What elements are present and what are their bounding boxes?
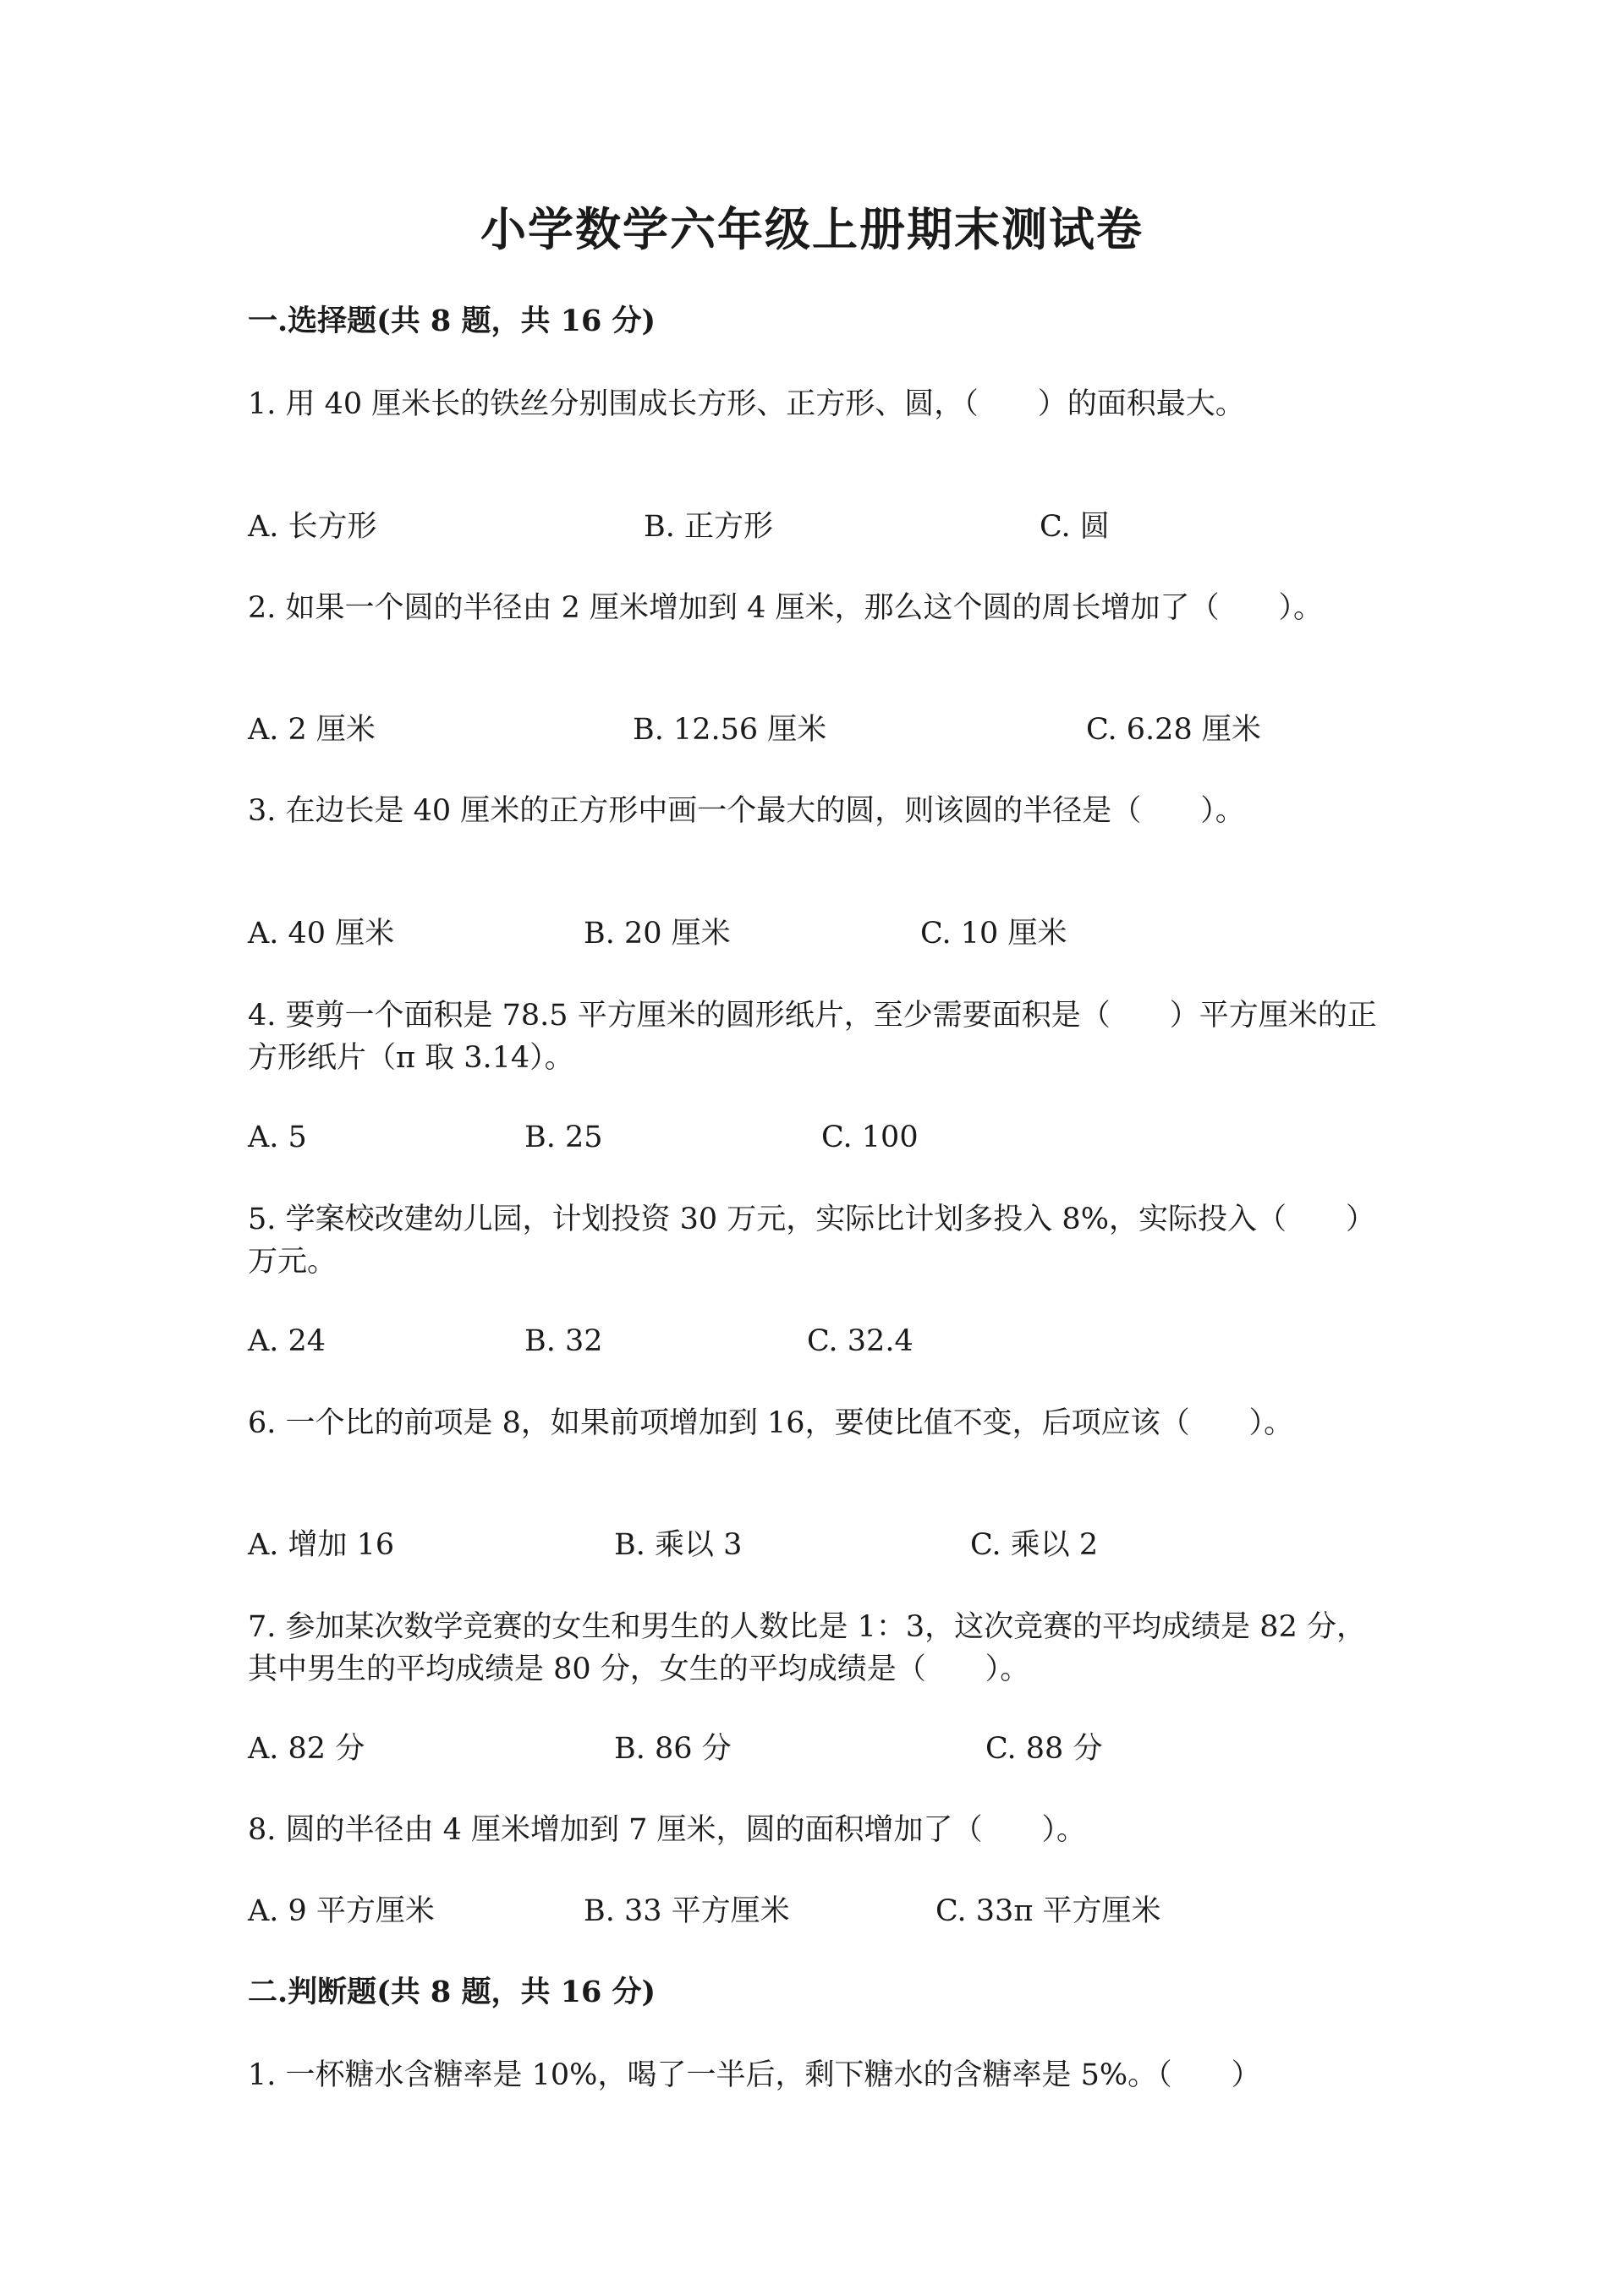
page-title: 小学数学六年级上册期末测试卷 bbox=[480, 202, 1144, 256]
option-a[interactable]: A. 长方形 bbox=[248, 510, 377, 544]
question-5-text: 5. 学案校改建幼儿园，计划投资 30 万元，实际比计划多投入 8%，实际投入（ ）万元。 bbox=[248, 1203, 1375, 1279]
question-7-options bbox=[248, 1728, 1432, 1770]
option-c[interactable]: C. 32.4 bbox=[807, 1324, 914, 1358]
question-6-options bbox=[248, 1524, 1432, 1566]
option-c[interactable]: C. 10 厘米 bbox=[920, 917, 1067, 951]
option-a[interactable]: A. 增加 16 bbox=[248, 1528, 395, 1562]
option-b[interactable]: B. 乘以 3 bbox=[614, 1528, 743, 1562]
question-2-text: 2. 如果一个圆的半径由 2 厘米增加到 4 厘米，那么这个圆的周长增加了（ ）。 bbox=[248, 591, 1324, 625]
option-b[interactable]: B. 20 厘米 bbox=[584, 917, 731, 951]
option-a[interactable]: A. 5 bbox=[248, 1121, 307, 1154]
option-a[interactable]: A. 9 平方厘米 bbox=[248, 1894, 435, 1928]
question-1-options bbox=[248, 506, 1432, 548]
tf-question-1-text: 1. 一杯糖水含糖率是 10%，喝了一半后，剩下糖水的含糖率是 5%。（ ） bbox=[248, 2058, 1261, 2092]
option-c[interactable]: C. 圆 bbox=[1040, 510, 1110, 544]
option-b[interactable]: B. 32 bbox=[524, 1324, 603, 1358]
option-b[interactable]: B. 86 分 bbox=[614, 1732, 732, 1766]
option-c[interactable]: C. 6.28 厘米 bbox=[1086, 713, 1261, 747]
question-8-text: 8. 圆的半径由 4 厘米增加到 7 厘米，圆的面积增加了（ ）。 bbox=[248, 1813, 1087, 1847]
question-4-options bbox=[248, 1116, 1432, 1159]
option-a[interactable]: A. 24 bbox=[248, 1324, 326, 1358]
question-5-options bbox=[248, 1320, 1432, 1362]
question-1-text: 1. 用 40 厘米长的铁丝分别围成长方形、正方形、圆，（ ）的面积最大。 bbox=[248, 387, 1245, 421]
option-b[interactable]: B. 正方形 bbox=[644, 510, 773, 544]
option-c[interactable]: C. 88 分 bbox=[985, 1732, 1103, 1766]
question-3-options bbox=[248, 912, 1432, 955]
option-a[interactable]: A. 2 厘米 bbox=[248, 713, 376, 747]
section-heading-true-false: 二.判断题(共 8 题，共 16 分) bbox=[248, 1975, 656, 2009]
option-c[interactable]: C. 100 bbox=[821, 1121, 919, 1154]
option-c[interactable]: C. 33π 平方厘米 bbox=[935, 1894, 1161, 1928]
option-b[interactable]: B. 33 平方厘米 bbox=[584, 1894, 790, 1928]
option-a[interactable]: A. 40 厘米 bbox=[248, 917, 395, 951]
option-b[interactable]: B. 25 bbox=[524, 1121, 603, 1154]
option-c[interactable]: C. 乘以 2 bbox=[970, 1528, 1099, 1562]
question-4-text: 4. 要剪一个面积是 78.5 平方厘米的圆形纸片，至少需要面积是（ ）平方厘米的正方形纸片（π 取 3.14）。 bbox=[248, 999, 1377, 1075]
section-heading-multiple-choice: 一.选择题(共 8 题，共 16 分) bbox=[248, 304, 656, 338]
option-a[interactable]: A. 82 分 bbox=[248, 1732, 365, 1766]
question-2-options bbox=[248, 709, 1432, 751]
question-8-options bbox=[248, 1890, 1432, 1932]
option-b[interactable]: B. 12.56 厘米 bbox=[633, 713, 827, 747]
question-7-text: 7. 参加某次数学竞赛的女生和男生的人数比是 1：3，这次竞赛的平均成绩是 82 分，其中男生的平均成绩是 80 分，女生的平均成绩是（ ）。 bbox=[248, 1610, 1366, 1686]
question-6-text: 6. 一个比的前项是 8，如果前项增加到 16，要使比值不变，后项应该（ ）。 bbox=[248, 1406, 1294, 1440]
question-3-text: 3. 在边长是 40 厘米的正方形中画一个最大的圆，则该圆的半径是（ ）。 bbox=[248, 794, 1245, 828]
